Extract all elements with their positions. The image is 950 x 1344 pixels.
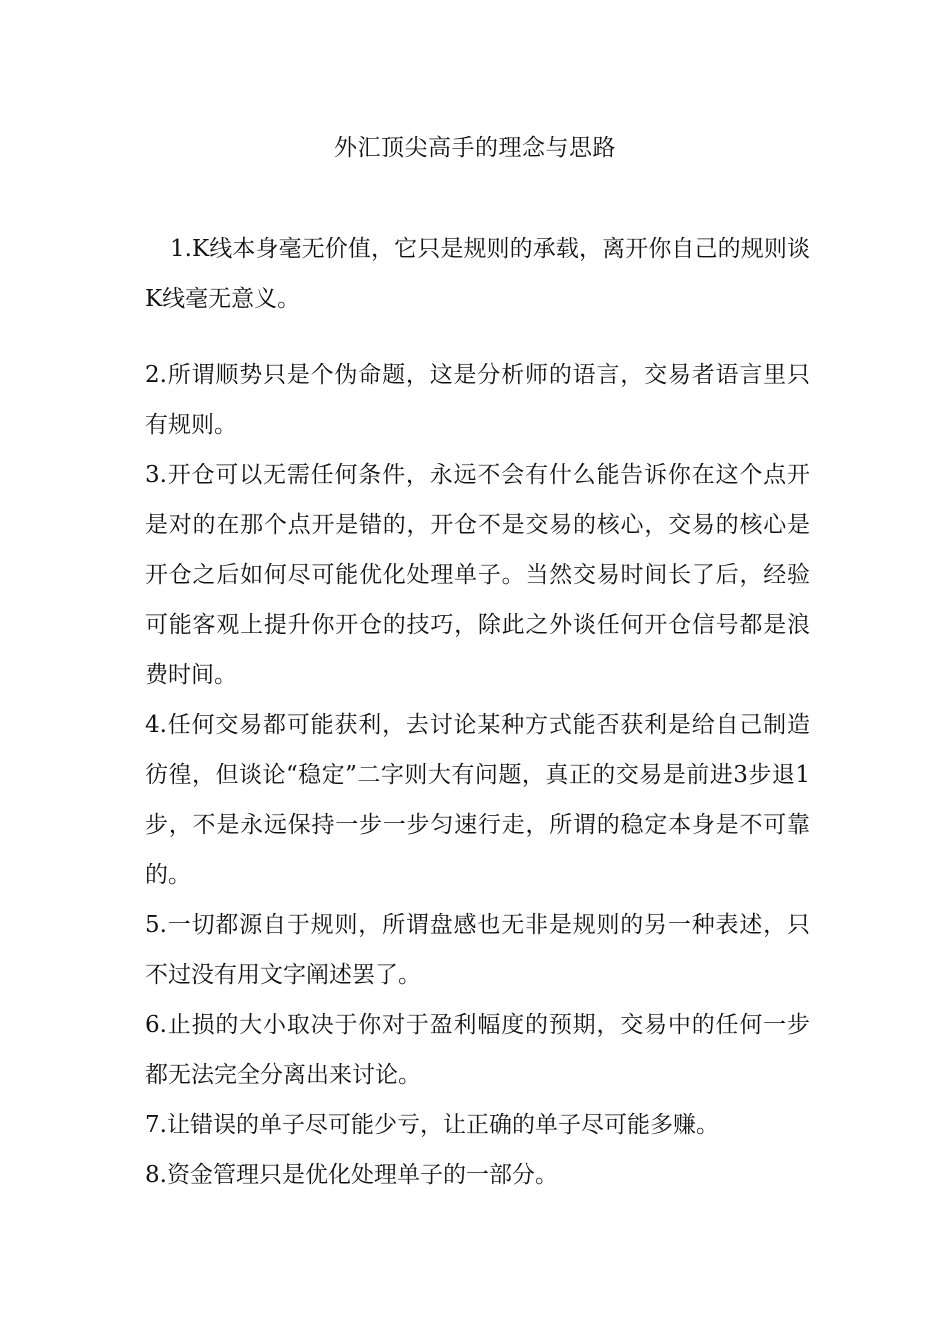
paragraph-5: 5.一切都源自于规则，所谓盘感也无非是规则的另一种表述，只不过没有用文字阐述罢了。	[145, 912, 810, 988]
paragraph-8: 8.资金管理只是优化处理单子的一部分。	[145, 1162, 558, 1188]
paragraph-1: 1.K线本身毫无价值，它只是规则的承载，离开你自己的规则谈K线毫无意义。	[145, 236, 810, 312]
paragraph-6: 6.止损的大小取决于你对于盈利幅度的预期，交易中的任何一步都无法完全分离出来讨论。	[145, 1012, 810, 1088]
paragraph-2: 2.所谓顺势只是个伪命题，这是分析师的语言，交易者语言里只有规则。	[145, 362, 810, 438]
paragraph-3: 3.开仓可以无需任何条件，永远不会有什么能告诉你在这个点开是对的在那个点开是错的，开仓不是交易的核心，交易的核心是开仓之后如何尽可能优化处理单子。当然交易时间长了后，经验可能客观上提升你开仓的技巧，除此之外谈任何开仓信号都是浪费时间。	[145, 462, 810, 688]
document-body	[145, 224, 810, 1200]
document-title: 外汇顶尖高手的理念与思路	[334, 135, 616, 161]
paragraph-4: 4.任何交易都可能获利，去讨论某种方式能否获利是给自己制造彷徨，但谈论“稳定”二字则大有问题，真正的交易是前进3步退1步，不是永远保持一步一步匀速行走，所谓的稳定本身是不可靠的。	[145, 712, 810, 888]
paragraph-7: 7.让错误的单子尽可能少亏，让正确的单子尽可能多赚。	[145, 1112, 719, 1138]
